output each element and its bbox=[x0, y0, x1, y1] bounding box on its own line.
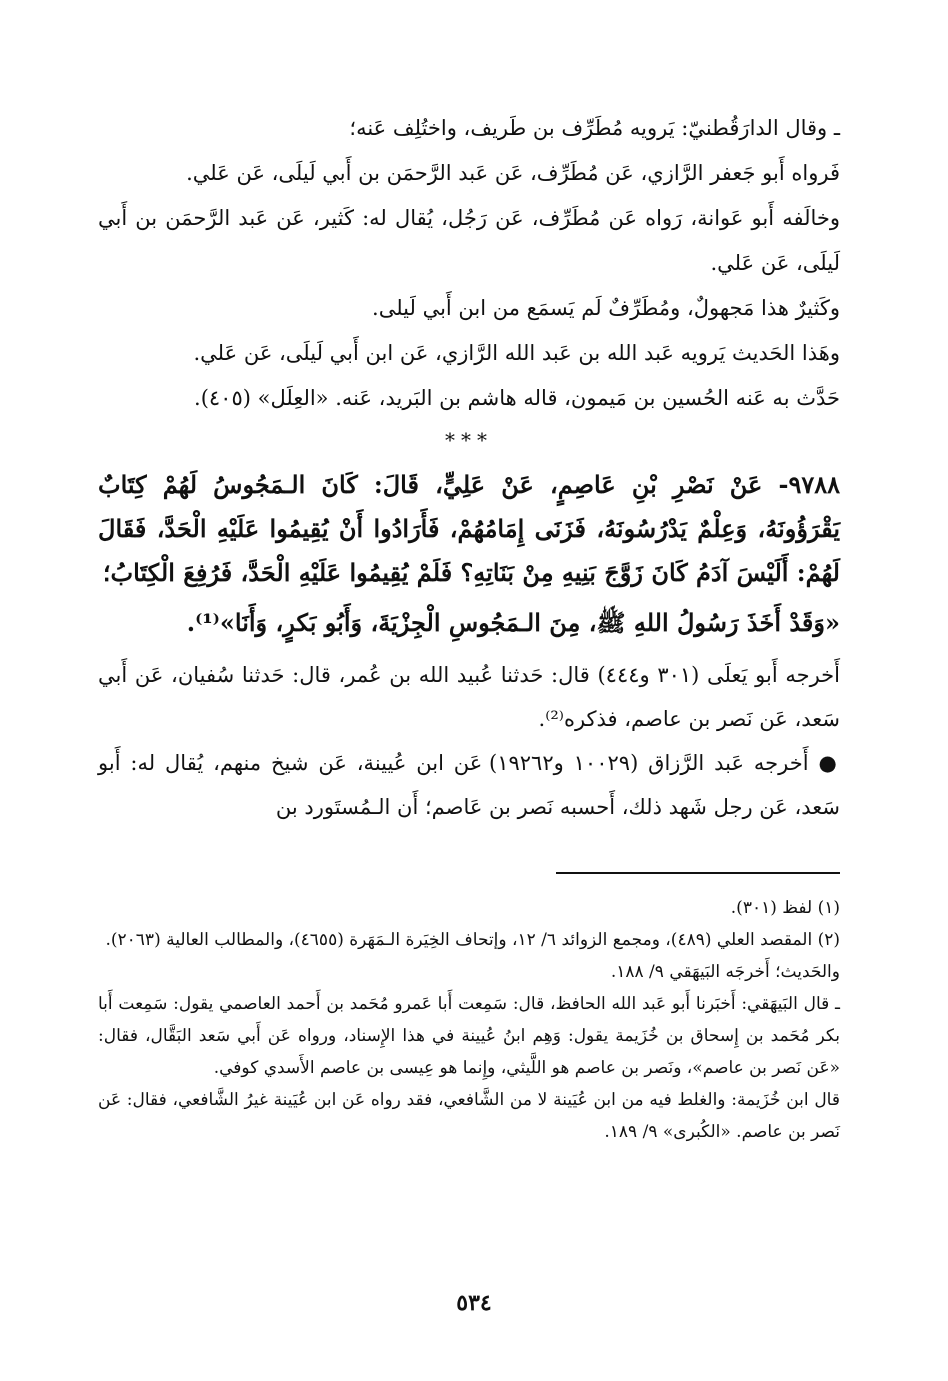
note-line-abdullah-razi: وهَذا الحَديث يَرويه عَبد الله بن عَبد الله الرَّازي، عَن ابن أَبي لَيلَى، عَن عَلي. bbox=[193, 341, 840, 365]
page-body bbox=[98, 106, 840, 829]
note-line-abu-awana: وخالَفه أَبو عَوانة، رَواه عَن مُطَرِّف، عَن رَجُل، يُقال له: كَثير، عَن عَبد الرَّحمَن بن أَبي لَيلَى، عَن عَلي. bbox=[98, 206, 840, 275]
note-line-kathir-majhul: وكَثيرٌ هذا مَجهولٌ، ومُطَرِّفٌ لَم يَسمَع من ابن أَبي لَيلى. bbox=[372, 296, 840, 320]
takhrij-abdurrazzaq: ● أَخرجه عَبد الرَّزاق (١٠٠٢٩ و١٩٢٦٢) عَن ابن عُيينة، عَن شيخ منهم، يُقال له: أَبو سَعد، عَن رجل شَهد ذلك، أَحسبه نَصر بن عَاصم؛ أَن الـمُستَورد بن bbox=[98, 751, 841, 819]
footnote-1: (١) لفظ (٣٠١). bbox=[730, 898, 840, 918]
hadith-last-line: «وَقَدْ أَخَذَ رَسُولُ اللهِ ﷺ، مِنَ الـمَجُوسِ الْجِزْيَةَ، وَأَبُو بَكرٍ، وَأَنَا»⁽¹⁾. bbox=[186, 608, 840, 637]
footnote-2: (٢) المقصد العلي (٤٨٩)، ومجمع الزوائد ٦/ ١٢، وإتحاف الخِيَرة الـمَهَرة (٤٦٥٥)، والمطالب العالية (٢٠٦٣). bbox=[105, 930, 840, 950]
note-line-husain-maimun: حَدَّث به عَنه الحُسين بن مَيمون، قاله هاشم بن البَريد، عَنه. «العِلَل» (٤٠٥). bbox=[194, 386, 840, 410]
takhrij-abu-yala: أَخرجه أَبو يَعلَى (٣٠١ و٤٤٤) قال: حَدثنا عُبيد الله بن عُمر، قال: حَدثنا سُفيان، عَن أَبي سَعد، عَن نَصر بن عاصم، فذكره⁽²⁾. bbox=[98, 663, 840, 731]
section-separator: *** bbox=[445, 428, 493, 452]
footnote-2-ibn-khuzaymah: قال ابن خُزَيمة: والغلط فيه من ابن عُيَينة لا من الشَّافعي، فقد رواه عَن ابن عُيَينة غيرُ الشَّافعي، فقال: عَن نَصر بن عاصم. «الكُبرى» ٩/ ١٨٩. bbox=[98, 1090, 840, 1142]
footnote-2-bayhaqi: والحَديث؛ أَخرجَه البَيهَقي ٩/ ١٨٨. bbox=[610, 962, 840, 982]
footnote-2-bayhaqi-quote: ـ قال البَيهَقي: أَخبَرنا أَبو عَبد الله الحافظ، قال: سَمِعت أَبا عَمرو مُحَمد بن أَحمد العاصمي يقول: سَمِعت أَبا بكر مُحَمد بن إِسحاق بن خُزَيمة يقول: وَهِم ابنُ عُيينة في هذا الإِسناد، ورواه عَن أَبي سَعد البَقَّال، فقال: «عَن نَصر بن عاصم»، ونَصر بن عاصم هو اللَّيثي، وإِنما هو عِيسى بن عاصم الأَسدي كوفي. bbox=[98, 994, 840, 1078]
hadith-text: ٩٧٨٨- عَنْ نَصْرِ بْنِ عَاصِمٍ، عَنْ عَلِيٍّ، قَالَ: كَانَ الـمَجُوسُ لَهُمْ كِتَابٌ يَقْرَؤُونَهُ، وَعِلْمٌ يَدْرُسُونَهُ، فَزَنَى إِمَامُهُمْ، فَأَرَادُوا أَنْ يُقِيمُوا عَلَيْهِ الْحَدَّ، فَقَالَ لَهُمْ: أَلَيْسَ آدَمُ كَانَ زَوَّجَ بَنِيهِ مِنْ بَنَاتِهِ؟ فَلَمْ يُقِيمُوا عَلَيْهِ الْحَدَّ، فَرُفِعَ الْكِتَابُ؛ bbox=[98, 470, 841, 587]
footnotes bbox=[98, 892, 840, 1148]
page-number: ٥٣٤ bbox=[456, 1290, 492, 1316]
footnote-divider bbox=[556, 872, 840, 874]
note-line-daraqutni: ـ وقال الدارَقُطنيّ: يَرويه مُطَرِّف بن طَريف، واختُلِف عَنه؛ bbox=[349, 116, 840, 140]
note-line-razi-narration: فَرواه أَبو جَعفر الرَّازي، عَن مُطَرِّف، عَن عَبد الرَّحمَن بن أَبي لَيلَى، عَن عَلي. bbox=[186, 161, 840, 185]
